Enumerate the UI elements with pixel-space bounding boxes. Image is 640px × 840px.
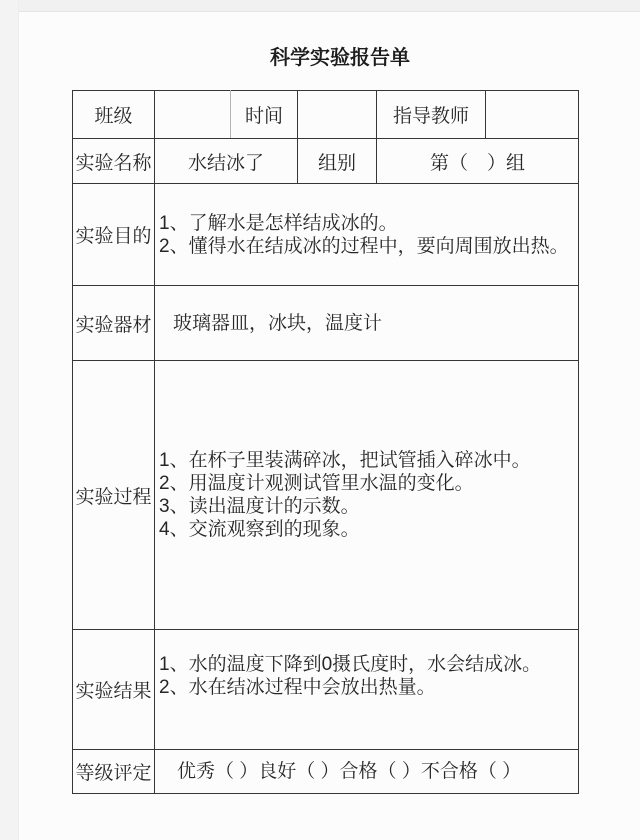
process-step-4: 4、交流观察到的现象。 (159, 519, 360, 540)
process-row (73, 361, 579, 630)
time-label: 时间 (231, 91, 298, 139)
purpose-content (155, 184, 579, 286)
purpose-line-1: 1、了解水是怎样结成冰的。 (159, 212, 398, 234)
result-label: 实验结果 (73, 630, 155, 750)
group-value: 第（ ）组 (377, 139, 579, 184)
experiment-name-row (73, 139, 579, 184)
grade-row (73, 750, 579, 794)
grade-options: 优秀（ ）良好（ ）合格（ ）不合格（ ） (155, 750, 579, 794)
result-line-1: 1、水的温度下降到0摄氏度时，水会结成冰。 (159, 653, 542, 675)
group-label: 组别 (298, 139, 377, 184)
experiment-name-label: 实验名称 (73, 139, 155, 184)
process-content (155, 361, 579, 630)
process-step-3: 3、读出温度计的示数。 (159, 496, 360, 517)
equipment-row (73, 286, 579, 361)
process-step-2: 2、用温度计观测试管里水温的变化。 (159, 473, 474, 494)
purpose-label: 实验目的 (73, 184, 155, 286)
purpose-row (73, 184, 579, 286)
teacher-value-cell (486, 91, 579, 139)
process-label: 实验过程 (73, 361, 155, 630)
class-value-cell (155, 91, 231, 139)
result-line-2: 2、水在结冰过程中会放出热量。 (159, 676, 436, 698)
report-table (72, 90, 579, 794)
purpose-line-2: 2、懂得水在结成冰的过程中，要向周围放出热。 (159, 235, 569, 257)
teacher-label: 指导教师 (377, 91, 486, 139)
equipment-value: 玻璃器皿，冰块，温度计 (155, 286, 579, 361)
experiment-name-value: 水结冰了 (155, 139, 298, 184)
grade-label: 等级评定 (73, 750, 155, 794)
class-label: 班级 (73, 91, 155, 139)
result-row (73, 630, 579, 750)
time-value-cell (298, 91, 377, 139)
header-row (73, 91, 579, 139)
result-content (155, 630, 579, 750)
equipment-label: 实验器材 (73, 286, 155, 361)
process-step-1: 1、在杯子里装满碎冰，把试管插入碎冰中。 (159, 450, 531, 471)
page-title: 科学实验报告单 (270, 47, 410, 69)
